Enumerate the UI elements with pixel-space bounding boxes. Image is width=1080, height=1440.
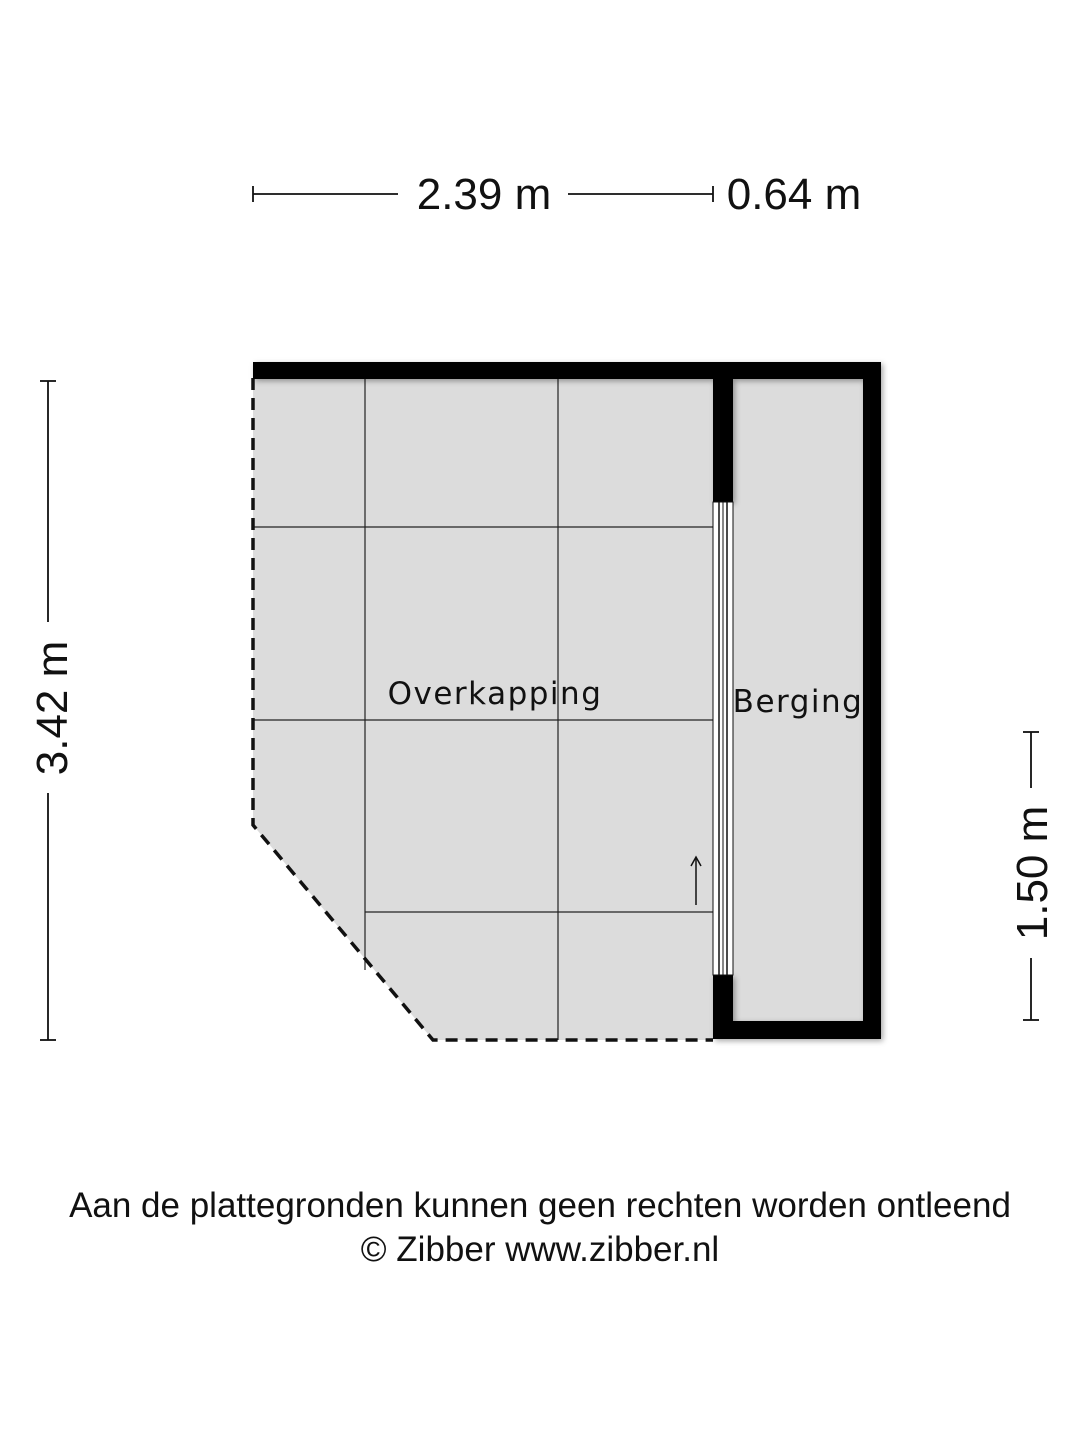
partition-wall-lower <box>713 975 733 1039</box>
dimension-top-right: 0.64 m <box>726 170 862 219</box>
dimension-top-left: 2.39 m <box>416 170 552 219</box>
bottom-wall-berging <box>713 1021 881 1039</box>
top-wall <box>253 362 881 379</box>
room-label-berging: Berging <box>732 684 864 720</box>
room-label-overkapping: Overkapping <box>387 676 603 712</box>
right-wall <box>863 362 881 1039</box>
partition-wall-upper <box>713 362 733 502</box>
copyright-line: © Zibber www.zibber.nl <box>360 1230 720 1269</box>
sliding-door <box>713 502 733 975</box>
dimension-left: 3.42 m <box>28 640 77 776</box>
dimension-right: 1.50 m <box>1008 805 1057 941</box>
disclaimer-line: Aan de plattegronden kunnen geen rechten worden ontleend <box>69 1186 1011 1225</box>
